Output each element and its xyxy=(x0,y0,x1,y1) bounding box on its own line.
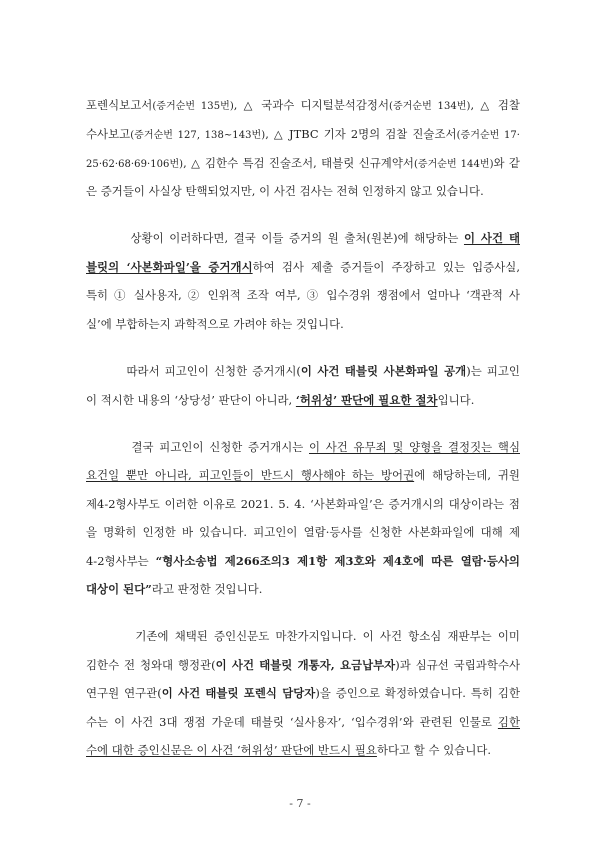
text-line xyxy=(86,259,520,275)
text-line xyxy=(86,392,520,408)
text-segment: 요건일 뿐만 아니라, 피고인들이 반드시 행사해야 하는 방어권 xyxy=(86,468,415,482)
text-segment: (증거순번 134번) xyxy=(389,101,471,112)
text-line xyxy=(86,714,520,730)
text-line xyxy=(86,126,520,144)
text-segment: 하다고 할 수 있습니다. xyxy=(376,743,492,757)
text-segment: (증거순번 135번) xyxy=(152,101,234,112)
text-segment: )과 심규선 국립과학수사 xyxy=(395,658,520,672)
text-segment: (증거순번 17· xyxy=(456,130,520,141)
text-segment: 을 명확히 인정한 바 있습니다. 피고인이 열람·등사를 신청한 사본화파일에 대해 제 xyxy=(86,525,520,539)
text-segment: 김한수 전 청와대 행정관( xyxy=(86,658,216,672)
text-line xyxy=(86,685,520,701)
text-line xyxy=(86,363,520,379)
text-segment: 이 사건 유무죄 및 양형을 결정짓는 핵심 xyxy=(309,440,520,454)
text-line xyxy=(86,553,520,569)
text-line xyxy=(86,657,520,673)
text-segment: 라고 판정한 것입니다. xyxy=(151,582,263,596)
text-segment: 상황이 이러하다면, 결국 이들 증거의 원 출처(원본)에 해당하는 xyxy=(86,231,464,245)
text-segment: 4-2형사부는 xyxy=(86,554,156,568)
text-segment: 대상이 된다” xyxy=(86,582,152,596)
text-line xyxy=(86,183,520,199)
text-line xyxy=(86,287,520,303)
text-line xyxy=(86,524,520,540)
text-segment: ‘허위성’ 판단에 필요한 절차 xyxy=(295,393,438,407)
text-segment: , △ 검찰 xyxy=(470,98,520,112)
text-segment: 연구원 연구관( xyxy=(86,686,162,700)
text-segment: (증거순번 127, 138~143번) xyxy=(130,130,266,141)
text-segment: )을 증인으로 확정하였습니다. 특히 김한 xyxy=(315,686,520,700)
text-segment: 기존에 채택된 증인신문도 마찬가지입니다. 이 사건 항소심 재판부는 이미 xyxy=(86,629,520,643)
text-line xyxy=(86,742,520,758)
text-segment: 따라서 피고인이 신청한 증거개시( xyxy=(86,364,301,378)
text-segment: 이 사건 태블릿 포렌식 담당자 xyxy=(161,686,316,700)
text-segment: 이 사건 태블릿 개통자, 요금납부자 xyxy=(215,658,396,672)
text-segment: , △ 국과수 디지털분석감정서 xyxy=(233,98,389,112)
text-segment: (증거순번 144번) xyxy=(413,159,494,170)
text-segment: 결국 피고인이 신청한 증거개시는 xyxy=(86,440,310,454)
text-segment: , △ 김한수 특검 진술조서, 태블릿 신규계약서 xyxy=(183,156,414,170)
text-segment: 제4-2형사부도 이러한 이유로 2021. 5. 4. ‘사본화파일’은 증거개시의 대상이라는 점 xyxy=(86,497,520,511)
text-line xyxy=(86,581,520,597)
text-segment: 수에 대한 증인신문은 이 사건 ‘허위성’ 판단에 반드시 필요 xyxy=(86,743,377,757)
text-segment: 실’에 부합하는지 과학적으로 가려야 하는 것입니다. xyxy=(86,317,344,331)
text-line xyxy=(86,230,520,246)
text-segment: 블릿의 ‘사본화파일’을 증거개시 xyxy=(86,260,253,274)
text-segment: 이 적시한 내용의 ‘상당성’ 판단이 아니라, xyxy=(86,393,296,407)
text-segment: “형사소송법 제266조의3 제1항 제3호와 제4호에 따른 열람·등사의 xyxy=(155,554,520,568)
text-segment: 에 해당하는데, 귀원 xyxy=(414,468,520,482)
text-line xyxy=(86,155,520,173)
text-segment: 와 같 xyxy=(493,156,520,170)
text-line xyxy=(86,496,520,512)
text-segment: 김한 xyxy=(497,715,520,729)
text-segment: 은 증거들이 사실상 탄핵되었지만, 이 사건 검사는 전혀 인정하지 않고 있습니다. xyxy=(86,184,484,198)
text-segment: 특히 ① 실사용자, ② 인위적 조작 여부, ③ 입수경위 쟁점에서 얼마나 ‘객관적 사 xyxy=(86,288,520,302)
text-segment: 25·62·68·69·106번) xyxy=(86,159,184,170)
text-line xyxy=(86,628,520,644)
text-segment: )는 피고인 xyxy=(466,364,520,378)
text-segment: 수는 이 사건 3대 쟁점 가운데 태블릿 ‘실사용자’, ‘입수경위’와 관련된 인물로 xyxy=(86,715,498,729)
text-line xyxy=(86,439,520,455)
text-segment: 수사보고 xyxy=(86,127,131,141)
text-line xyxy=(86,316,520,332)
text-line xyxy=(86,97,520,115)
text-segment: 포렌식보고서 xyxy=(86,98,153,112)
text-segment: 이 사건 태블릿 사본화파일 공개 xyxy=(300,364,467,378)
text-segment: 입니다. xyxy=(437,393,475,407)
page-number: - 7 - xyxy=(289,797,311,810)
text-segment: 이 사건 태 xyxy=(463,231,520,245)
text-segment: 하여 검사 제출 증거들이 주장하고 있는 입증사실, xyxy=(252,260,520,274)
text-line xyxy=(86,467,520,483)
text-segment: , △ JTBC 기자 2명의 검찰 진술조서 xyxy=(265,127,457,141)
